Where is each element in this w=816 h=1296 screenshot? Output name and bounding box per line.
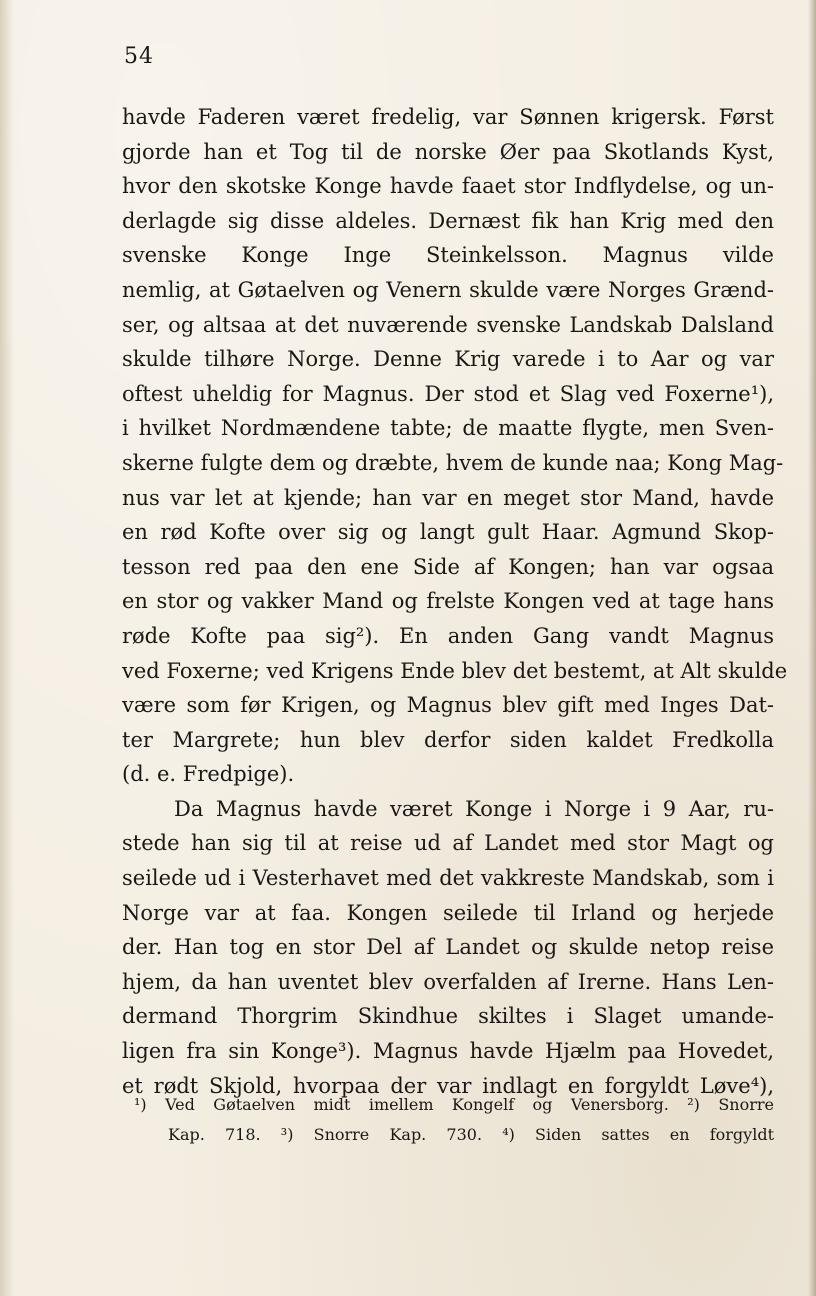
text-line: hvor den skotske Konge havde faaet stor Indflydelse, og un-	[122, 174, 774, 199]
text-line: være som før Krigen, og Magnus blev gift med Inges Dat-	[122, 693, 774, 718]
footnote-line: ¹) Ved Gøtaelven midt imellem Kongelf og Venersborg. ²) Snorre	[134, 1095, 774, 1114]
text-line: dermand Thorgrim Skindhue skiltes i Slaget umande-	[122, 1004, 774, 1029]
body-text	[122, 100, 788, 1103]
text-line: nus var let at kjende; han var en meget stor Mand, havde	[122, 485, 774, 510]
text-line: (d. e. Fredpige).	[122, 762, 295, 787]
text-line: ter Margrete; hun blev derfor siden kaldet Fredkolla	[122, 727, 774, 752]
text-line: gjorde han et Tog til de norske Øer paa Skotlands Kyst,	[122, 139, 774, 164]
page-number: 54	[124, 44, 154, 69]
text-line: en rød Kofte over sig og langt gult Haar. Agmund Skop-	[122, 520, 774, 545]
page-shadow-right	[808, 0, 816, 1296]
text-line: stede han sig til at reise ud af Landet med stor Magt og	[122, 831, 774, 856]
page-shadow-left	[0, 0, 14, 1296]
text-line: skerne fulgte dem og dræbte, hvem de kunde naa; Kong Mag-	[122, 450, 784, 475]
text-line: skulde tilhøre Norge. Denne Krig varede i to Aar og var	[122, 347, 774, 372]
footnotes	[134, 1090, 774, 1150]
text-line: Norge var at faa. Kongen seilede til Irland og herjede	[122, 900, 774, 925]
text-line: et rødt Skjold, hvorpaa der var indlagt en forgyldt Løve⁴),	[122, 1073, 774, 1098]
text-line: svenske Konge Inge Steinkelsson. Magnus vilde	[122, 243, 774, 268]
text-line: oftest uheldig for Magnus. Der stod et Slag ved Foxerne¹),	[122, 381, 774, 406]
footnote-line: Kap. 718. ³) Snorre Kap. 730. ⁴) Siden sattes en forgyldt	[168, 1125, 774, 1144]
text-line: tesson red paa den ene Side af Kongen; han var ogsaa	[122, 554, 774, 579]
text-line: Da Magnus havde været Konge i Norge i 9 Aar, ru-	[174, 796, 774, 821]
text-line: ser, og altsaa at det nuværende svenske Landskab Dalsland	[122, 312, 774, 337]
text-line: i hvilket Nordmændene tabte; de maatte flygte, men Sven-	[122, 416, 774, 441]
text-line: ved Foxerne; ved Krigens Ende blev det bestemt, at Alt skulde	[122, 658, 788, 683]
text-line: hjem, da han uventet blev overfalden af Irerne. Hans Len-	[122, 969, 774, 994]
text-line: seilede ud i Vesterhavet med det vakkreste Mandskab, som i	[122, 866, 774, 891]
text-line: ligen fra sin Konge³). Magnus havde Hjælm paa Hovedet,	[122, 1039, 774, 1064]
text-line: derlagde sig disse aldeles. Dernæst fik han Krig med den	[122, 208, 774, 233]
text-line: havde Faderen været fredelig, var Sønnen krigersk. Først	[122, 105, 774, 129]
text-line: der. Han tog en stor Del af Landet og skulde netop reise	[122, 935, 774, 960]
text-line: en stor og vakker Mand og frelste Kongen ved at tage hans	[122, 589, 774, 614]
text-line: nemlig, at Gøtaelven og Venern skulde være Norges Grænd-	[122, 277, 774, 302]
text-line: røde Kofte paa sig²). En anden Gang vandt Magnus	[122, 623, 774, 648]
